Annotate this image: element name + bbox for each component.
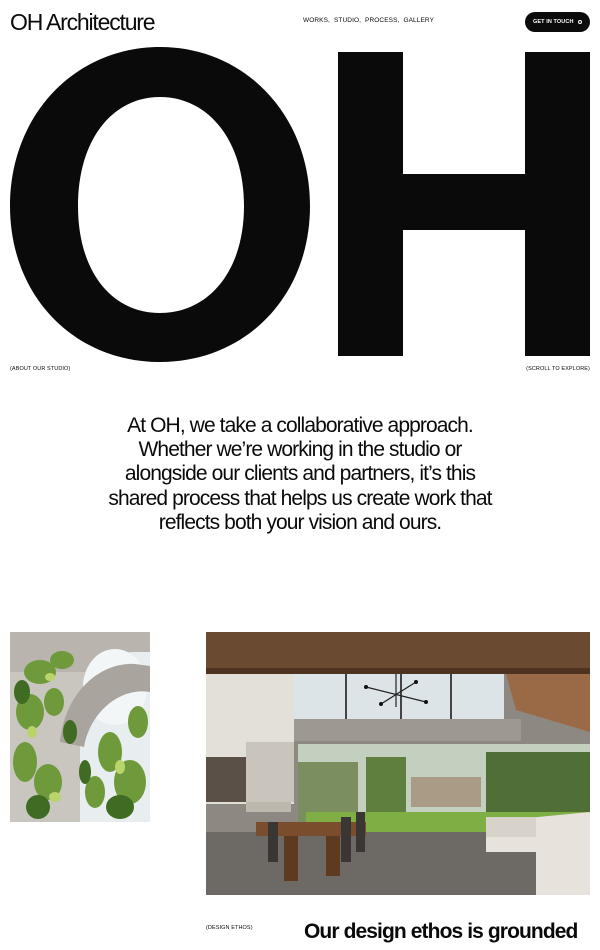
nav-process[interactable]: PROCESS, (365, 17, 400, 24)
hero-letter-o (10, 47, 310, 362)
scroll-to-explore-link[interactable]: (SCROLL TO EXPLORE) (526, 366, 590, 372)
circle-icon (578, 20, 582, 24)
get-in-touch-label: GET IN TOUCH (533, 19, 574, 25)
nav-gallery[interactable]: GALLERY (403, 17, 435, 24)
design-ethos-label: (DESIGN ETHOS) (206, 925, 253, 931)
arch-courtyard-photo (10, 632, 150, 822)
nav-works[interactable]: WORKS, (303, 17, 330, 24)
main-nav (303, 17, 434, 27)
nav-studio[interactable]: STUDIO, (333, 17, 362, 24)
hero-letter-h (338, 52, 590, 356)
hero-letters (0, 40, 600, 365)
intro-paragraph: At OH, we take a collaborative approach. Whether we’re working in the studio or alongside our clients and partners, it’s this shared process that helps us create work that reflects both your vision and ours. (108, 414, 492, 534)
about-studio-link[interactable]: (ABOUT OUR STUDIO) (10, 366, 71, 372)
design-ethos-heading: Our design ethos is grounded (304, 920, 578, 943)
get-in-touch-button[interactable] (525, 12, 590, 32)
interior-living-photo (206, 632, 590, 895)
site-logo[interactable]: OH Architecture (10, 9, 155, 35)
